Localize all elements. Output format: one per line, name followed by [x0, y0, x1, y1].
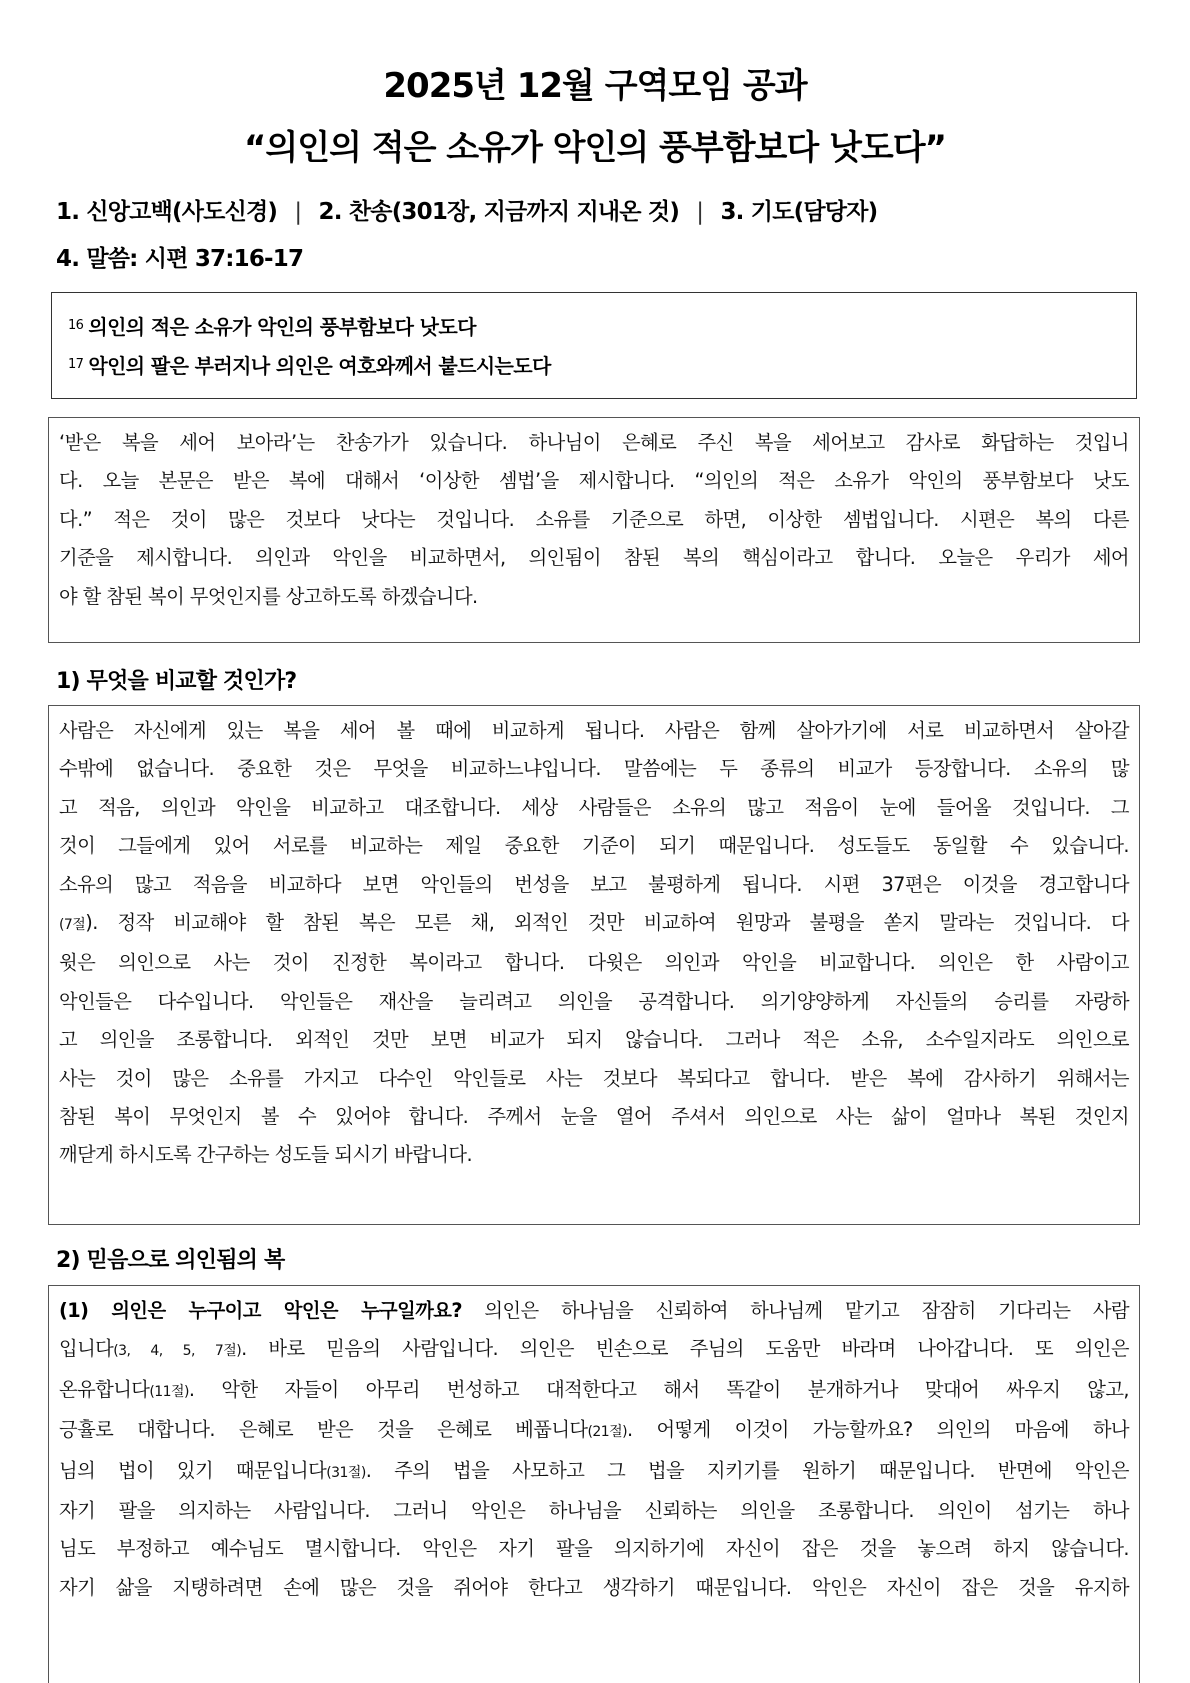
separator: | [294, 199, 302, 225]
text-line: 자기 삶을 지탱하려면 손에 많은 것을 쥐어야 한다고 생각하기 때문입니다. 악인은 자신이 잡은 것을 유지하 [59, 1575, 1129, 1599]
order-item-creed: 1. 신앙고백(사도신경) [56, 199, 278, 225]
text-segment: 님의 법이 있기 때문입니다 [59, 1458, 327, 1482]
verse-reference: (21절) [587, 1424, 627, 1441]
text-line: 다. 오늘 본문은 받은 복에 대해서 ‘이상한 셈법’을 제시합니다. “의인의 적은 소유가 악인의 풍부함보다 낫도 [59, 469, 1129, 493]
text-line: 악인들은 다수입니다. 악인들은 재산을 늘리려고 의인을 공격합니다. 의기양양하게 자신들의 승리를 자랑하 [59, 989, 1129, 1013]
text-line: 다.” 적은 것이 많은 것보다 낫다는 것입니다. 소유를 기준으로 하면, 이상한 셈법입니다. 시편은 복의 다른 [59, 507, 1129, 531]
text-line [59, 1452, 1129, 1492]
text-line: 소유의 많고 적음을 비교하다 보면 악인들의 번성을 보고 불평하게 됩니다. 시편 37편은 이것을 경고합니다 [59, 872, 1129, 896]
subsection-title: (1) 의인은 누구이고 악인은 누구일까요? [59, 1299, 462, 1322]
text-line: 사람은 자신에게 있는 복을 세어 볼 때에 비교하게 됩니다. 사람은 함께 살아가기에 서로 비교하면서 살아갈 [59, 719, 1129, 742]
scripture-box [51, 292, 1137, 399]
section-1-box [48, 705, 1140, 1225]
text-segment: . 바로 믿음의 사람입니다. 의인은 빈손으로 주님의 도움만 바라며 나아갑니다. 또 의인은 [241, 1337, 1129, 1361]
page-title: 2025년 12월 구역모임 공과 [383, 66, 807, 106]
verse-number: 16 [68, 318, 84, 333]
text-line: 고 의인을 조롱합니다. 외적인 것만 보면 비교가 되지 않습니다. 그러나 적은 소유, 소수일지라도 의인으로 [59, 1028, 1129, 1052]
verse-text: 악인의 팔은 부러지나 의인은 여호와께서 붙드시는도다 [88, 354, 551, 378]
text-segment: 의인은 하나님을 신뢰하여 하나님께 맡기고 잠잠히 기다리는 사람 [461, 1299, 1129, 1322]
text-segment: . 악한 자들이 아무리 번성하고 대적한다고 해서 똑같이 분개하거나 맞대어 싸우지 않고, [188, 1377, 1129, 1401]
section-1-heading: 1) 무엇을 비교할 것인가? [56, 669, 297, 694]
text-line: 참된 복이 무엇인지 볼 수 있어야 합니다. 주께서 눈을 열어 주셔서 의인으로 사는 삶이 얼마나 복된 것인지 [59, 1105, 1129, 1129]
verse-reference: (31절) [326, 1464, 366, 1481]
text-line [59, 1371, 1129, 1411]
verse-16 [68, 307, 1136, 346]
text-line: 기준을 제시합니다. 의인과 악인을 비교하면서, 의인됨이 참된 복의 핵심이라고 합니다. 오늘은 우리가 세어 [59, 546, 1129, 570]
text-line: 사는 것이 많은 소유를 가지고 다수인 악인들로 사는 것보다 복되다고 합니다. 받은 복에 감사하기 위해서는 [59, 1066, 1129, 1090]
text-line [59, 1292, 1129, 1330]
text-segment: 입니다 [59, 1337, 114, 1361]
order-item-prayer: 3. 기도(담당자) [720, 199, 878, 225]
text-segment: 온유합니다 [59, 1377, 150, 1401]
text-line: 것이 그들에게 있어 서로를 비교하는 제일 중요한 기준이 되기 때문입니다. 성도들도 동일할 수 있습니다. [59, 834, 1129, 858]
section-1-paragraph [59, 712, 1129, 1175]
text-line: 고 적음, 의인과 악인을 비교하고 대조합니다. 세상 사람들은 소유의 많고 적음이 눈에 들어올 것입니다. 그 [59, 795, 1129, 819]
text-segment: 긍휼로 대합니다. 은혜로 받은 것을 은혜로 베풉니다 [59, 1418, 588, 1442]
order-item-hymn: 2. 찬송(301장, 지금까지 지내온 것) [318, 199, 680, 225]
text-segment: . 어떻게 이것이 가능할까요? 의인의 마음에 하나 [626, 1418, 1129, 1442]
verse-reference: (3, 4, 5, 7절) [113, 1343, 242, 1360]
section-2-heading: 2) 믿음으로 의인됨의 복 [56, 1248, 285, 1273]
verse-reference: (7절 [59, 917, 86, 934]
section-2-box [48, 1285, 1140, 1683]
text-line: 님도 부정하고 예수님도 멸시합니다. 악인은 자기 팔을 의지하기에 자신이 잡은 것을 놓으려 하지 않습니다. [59, 1537, 1129, 1561]
text-segment: ). 정작 비교해야 할 참된 복은 모른 채, 외적인 것만 비교하여 원망과 불평을 쏟지 말라는 것입니다. 다 [85, 911, 1129, 935]
page-subtitle: “의인의 적은 소유가 악인의 풍부함보다 낫도다” [244, 128, 946, 168]
verse-text: 의인의 적은 소유가 악인의 풍부함보다 낫도다 [88, 315, 476, 339]
verse-17 [68, 346, 1136, 385]
text-line: 깨닫게 하시도록 간구하는 성도들 되시기 바랍니다. [59, 1143, 473, 1167]
text-line: 야 할 참된 복이 무엇인지를 상고하도록 하겠습니다. [59, 584, 478, 608]
separator: | [696, 199, 704, 225]
text-line: 수밖에 없습니다. 중요한 것은 무엇을 비교하느냐입니다. 말씀에는 두 종류의 비교가 등장합니다. 소유의 많 [59, 757, 1129, 781]
text-line: 자기 팔을 의지하는 사람입니다. 그러니 악인은 하나님을 신뢰하는 의인을 조롱합니다. 의인이 섬기는 하나 [59, 1499, 1129, 1523]
worship-order-line-1 [56, 193, 877, 226]
intro-box [48, 417, 1140, 643]
text-line [59, 1411, 1129, 1451]
order-item-scripture: 4. 말씀: 시편 37:16-17 [56, 246, 304, 272]
verse-reference: (11절) [149, 1383, 189, 1400]
text-line [59, 904, 1129, 944]
verse-number: 17 [68, 357, 84, 372]
intro-paragraph [59, 424, 1129, 616]
section-2-paragraph [59, 1292, 1129, 1607]
text-line [59, 1330, 1129, 1370]
text-line: ‘받은 복을 세어 보아라’는 찬송가가 있습니다. 하나님이 은혜로 주신 복을 세어보고 감사로 화답하는 것입니 [59, 431, 1129, 454]
text-segment: . 주의 법을 사모하고 그 법을 지키기를 원하기 때문입니다. 반면에 악인은 [365, 1458, 1130, 1482]
text-line: 윗은 의인으로 사는 것이 진정한 복이라고 합니다. 다윗은 의인과 악인을 비교합니다. 의인은 한 사람이고 [59, 951, 1129, 975]
